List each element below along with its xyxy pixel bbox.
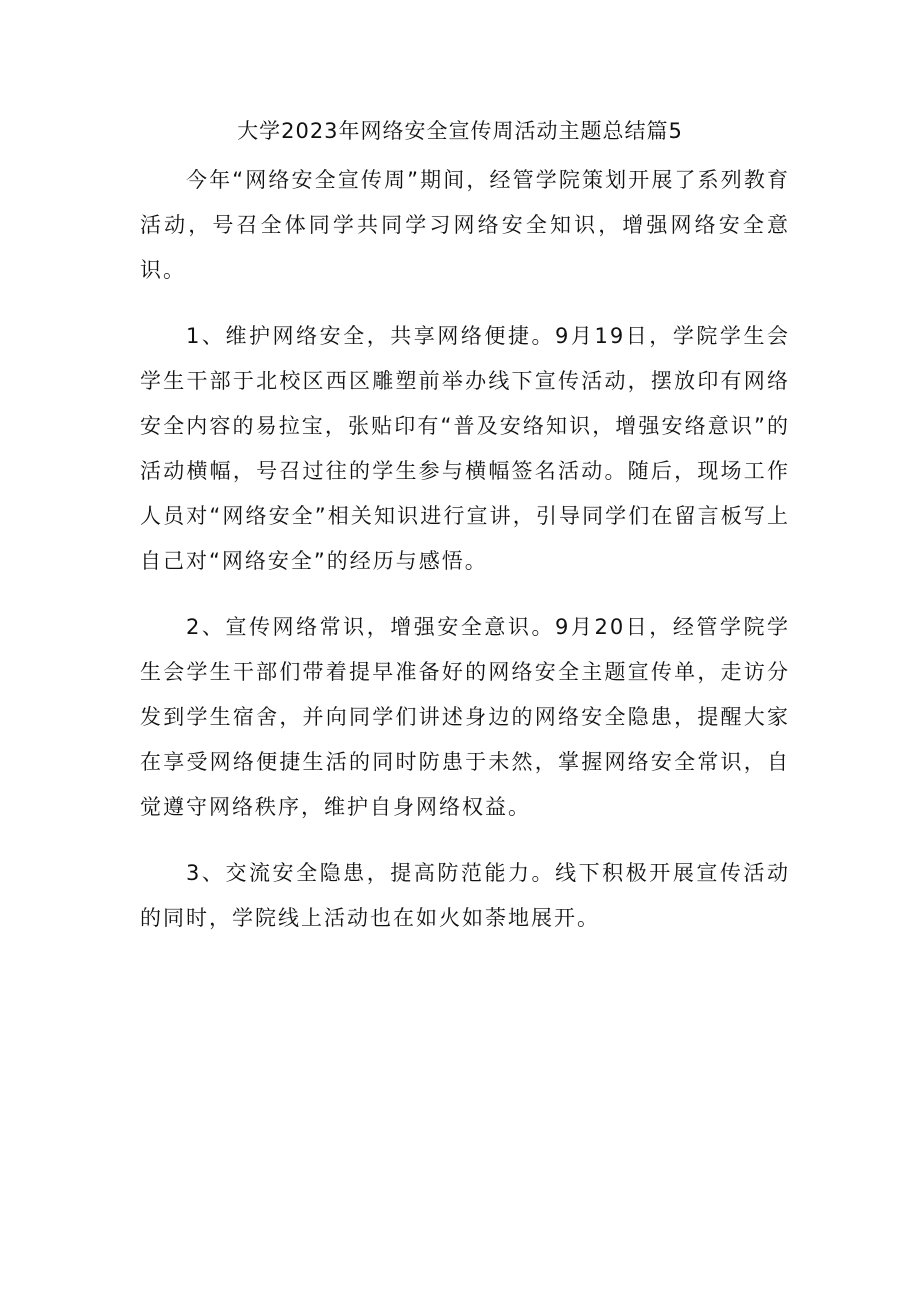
paragraph-intro: 今年“网络安全宣传周”期间，经管学院策划开展了系列教育活动，号召全体同学共同学习网络安全知识，增强网络安全意识。 — [140, 168, 790, 282]
paragraph-item-1: 1、维护网络安全，共享网络便捷。9月19日，学院学生会学生干部于北校区西区雕塑前举办线下宣传活动，摆放印有网络安全内容的易拉宝，张贴印有“普及安络知识，增强安络意识”的活动横幅，号召过往的学生参与横幅签名活动。随后，现场工作人员对“网络安全”相关知识进行宣讲，引导同学们在留言板写上自己对“网络安全”的经历与感悟。 — [140, 324, 790, 573]
document-body — [140, 158, 790, 941]
paragraph-item-2: 2、宣传网络常识，增强安全意识。9月20日，经管学院学生会学生干部们带着提早准备好的网络安全主题宣传单，走访分发到学生宿舍，并向同学们讲述身边的网络安全隐患，提醒大家在享受网络便捷生活的同时防患于未然，掌握网络安全常识，自觉遵守网络秩序，维护自身网络权益。 — [140, 615, 790, 819]
paragraph-item-3: 3、交流安全隐患，提高防范能力。线下积极开展宣传活动的同时，学院线上活动也在如火如荼地展开。 — [140, 861, 790, 930]
document-title: 大学2023年网络安全宣传周活动主题总结篇5 — [237, 119, 683, 143]
